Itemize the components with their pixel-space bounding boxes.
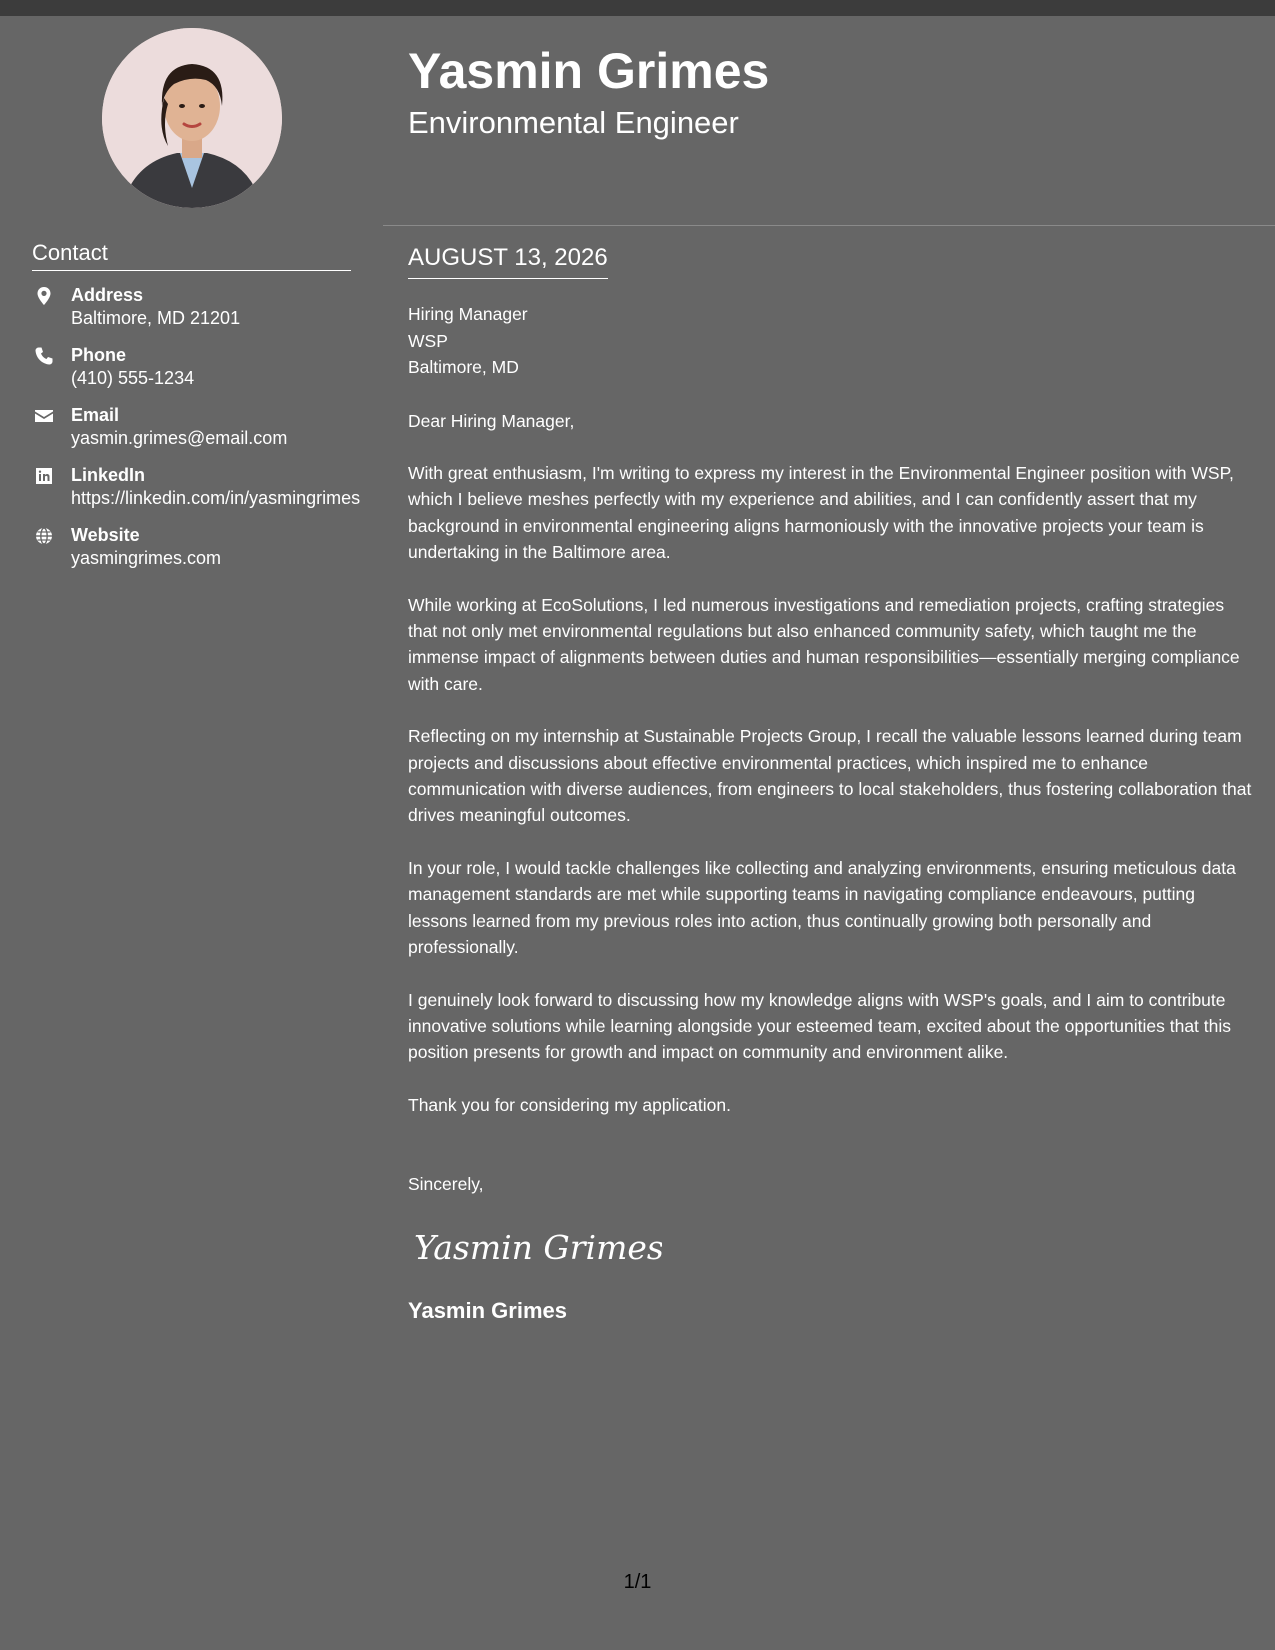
letter-date: AUGUST 13, 2026 [408, 244, 608, 279]
phone-icon [34, 346, 54, 366]
body-paragraph: Reflecting on my internship at Sustainable Projects Group, I recall the valuable lessons learned during team projects and discussions about effective environmental practices, which inspired me to enhance communication with diverse audiences, from engineers to local stakeholders, thus fostering collaboration that drives meaningful outcomes. [408, 726, 1252, 826]
contact-label: Email [71, 405, 120, 425]
recipient-location: Baltimore, MD [408, 357, 519, 377]
body-paragraph: While working at EcoSolutions, I led numerous investigations and remediation projects, crafting strategies that not only met environmental regulations but also enhanced community safety, which taught me the immense impact of alignments between duties and human responsibilities—essentially merging compliance with care. [408, 594, 1240, 694]
thank-you-line: Thank you for considering my application. [408, 1094, 731, 1115]
top-bar [0, 0, 1275, 16]
contact-value: (410) 555-1234 [71, 368, 195, 388]
body-paragraph: I genuinely look forward to discussing how my knowledge aligns with WSP's goals, and I aim to contribute innovative solutions while learning alongside your esteemed team, excited about the opportunities that this position presents for growth and impact on community and environment alike. [408, 989, 1232, 1063]
body-paragraph: In your role, I would tackle challenges like collecting and analyzing environments, ensuring meticulous data management standards are met while supporting teams in navigating compliance endeavours, putting lessons learned from my previous roles into action, thus continually growing both personally and professionally. [408, 857, 1236, 958]
contact-item-website [32, 524, 362, 570]
signer-name: Yasmin Grimes [408, 1298, 567, 1324]
contact-item-address [32, 284, 362, 330]
body-paragraph: With great enthusiasm, I'm writing to express my interest in the Environmental Engineer position with WSP, which I believe meshes perfectly with my experience and abilities, and I can confidently assert that my background in environmental engineering aligns harmoniously with the innovative projects your team is undertaking in the Baltimore area. [408, 463, 1234, 563]
contact-item-email [32, 404, 362, 450]
recipient-block [408, 301, 1253, 381]
handwritten-signature [412, 1223, 1253, 1276]
linkedin-link[interactable]: https://linkedin.com/in/yasmingrimes [71, 488, 361, 508]
recipient-title: Hiring Manager [408, 304, 528, 324]
salutation: Dear Hiring Manager, [408, 410, 575, 431]
contact-value: Baltimore, MD 21201 [71, 308, 241, 328]
contact-label: Website [71, 525, 140, 545]
sidebar [0, 16, 383, 1650]
contact-heading: Contact [32, 240, 351, 271]
contact-item-phone [32, 344, 362, 390]
envelope-icon [34, 406, 54, 426]
email-link[interactable]: yasmin.grimes@email.com [71, 428, 288, 448]
location-pin-icon [34, 286, 54, 306]
contact-label: Address [71, 285, 144, 305]
applicant-name: Yasmin Grimes [408, 43, 770, 99]
linkedin-icon [34, 466, 54, 486]
contact-label: LinkedIn [71, 465, 146, 485]
globe-icon [34, 526, 54, 546]
contact-list [32, 284, 362, 584]
letter-body [408, 244, 1253, 1324]
svg-text:Yasmin Grimes: Yasmin Grimes [414, 1228, 662, 1268]
contact-label: Phone [71, 345, 127, 365]
page-number: 1/1 [623, 1571, 652, 1593]
portrait-illustration [102, 28, 282, 208]
contact-item-linkedin [32, 464, 362, 510]
recipient-company: WSP [408, 330, 448, 351]
profile-photo [102, 28, 282, 208]
applicant-role: Environmental Engineer [408, 105, 739, 140]
website-link[interactable]: yasmingrimes.com [71, 548, 222, 568]
closing: Sincerely, [408, 1174, 484, 1195]
letter-header [383, 16, 1275, 226]
